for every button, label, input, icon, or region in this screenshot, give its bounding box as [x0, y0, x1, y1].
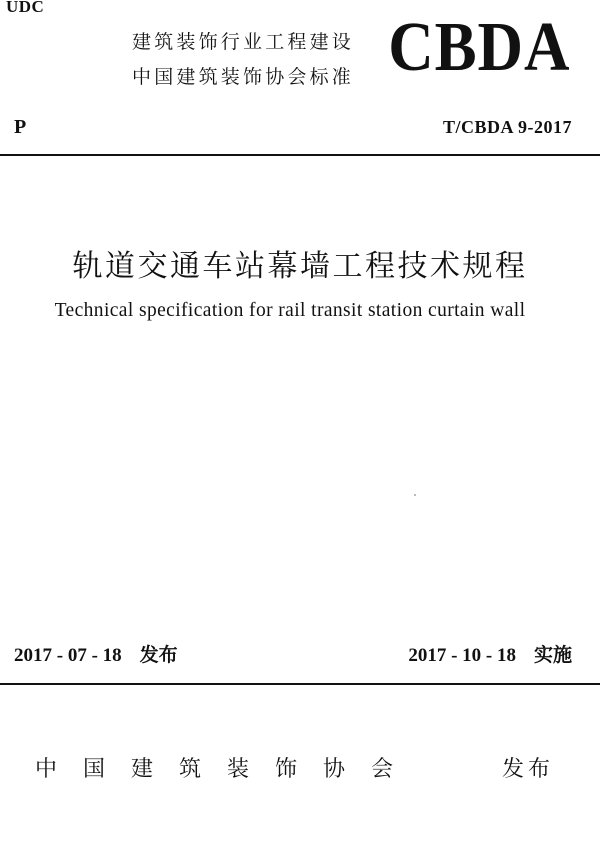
title-chinese: 轨道交通车站幕墙工程技术规程 [72, 249, 528, 284]
scan-speck [414, 494, 416, 496]
effective-date-block [408, 640, 572, 667]
category-code: P [14, 116, 27, 138]
publish-date-block [14, 640, 178, 667]
org-line-1: 建筑装饰行业工程建设 [132, 31, 355, 53]
top-divider [0, 154, 600, 156]
effective-date: 2017 - 10 - 18 [408, 645, 516, 666]
publish-date: 2017 - 07 - 18 [14, 645, 122, 666]
org-line-2: 中国建筑装饰协会标准 [132, 66, 355, 88]
publisher-name: 中国建筑装饰协会 [35, 757, 420, 782]
publish-label: 发布 [139, 644, 178, 666]
effective-label: 实施 [533, 644, 572, 666]
standard-number: T/CBDA 9-2017 [442, 117, 572, 137]
udc-label: UDC [6, 0, 45, 16]
cbda-logo: CBDA [387, 9, 570, 86]
bottom-divider [0, 683, 600, 685]
title-english: Technical specification for rail transit station curtain wall [54, 300, 526, 321]
publisher-action: 发布 [501, 757, 554, 782]
